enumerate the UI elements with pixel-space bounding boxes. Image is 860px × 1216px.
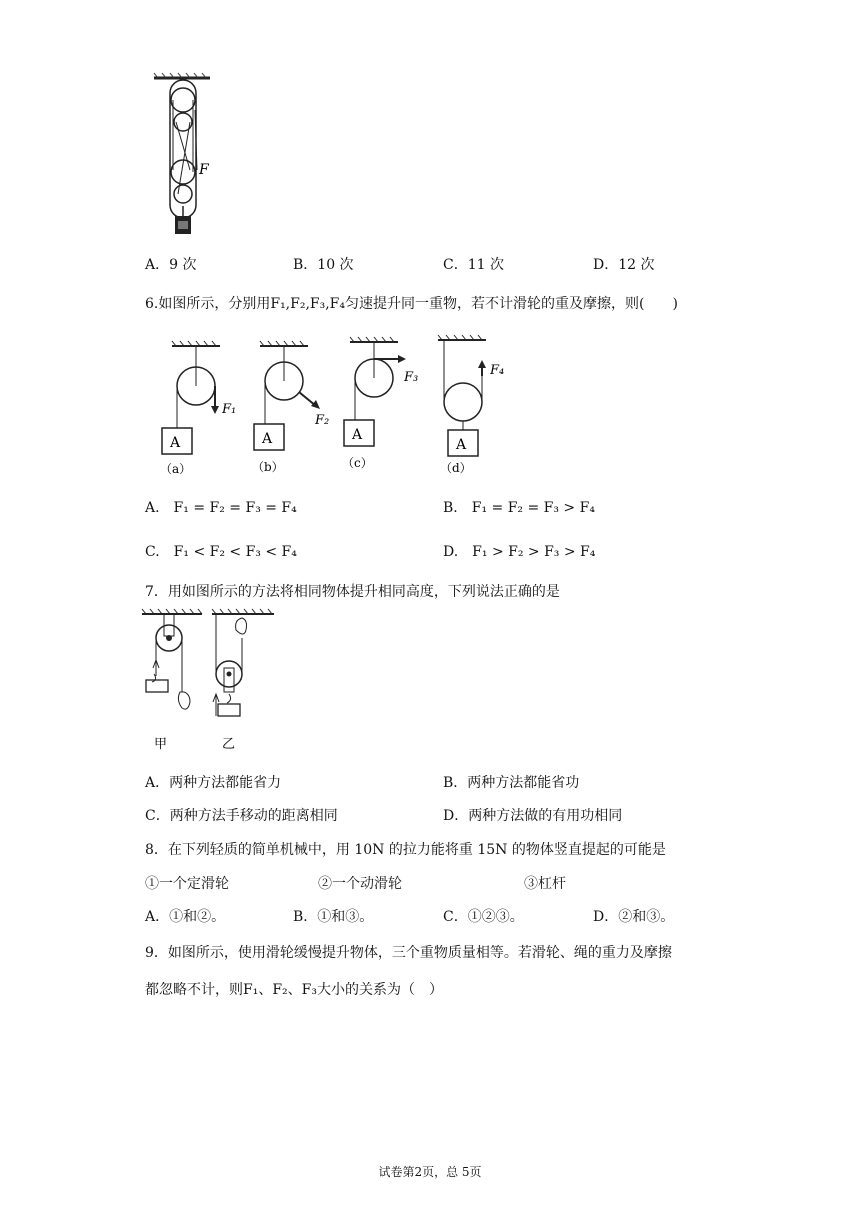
q7-option-a[interactable]: A．两种方法都能省力 (145, 775, 282, 791)
q6-force-a: F₁ (222, 402, 237, 417)
q6-caption-b: （b） (252, 460, 284, 474)
q6-figure-b (252, 341, 329, 474)
q6-force-d: F₄ (490, 363, 505, 378)
q6-figure-c (342, 337, 418, 470)
q6-option-b[interactable]: B. F₁ = F₂ = F₃ > F₄ (443, 500, 595, 516)
q6-force-c: F₃ (404, 370, 419, 385)
q5-option-c[interactable]: C．11 次 (443, 257, 504, 273)
q6-block-d: A (456, 437, 467, 453)
q6-force-b: F₂ (315, 413, 330, 428)
q6-stem: 6.如图所示，分别用F₁,F₂,F₃,F₄匀速提升同一重物，若不计滑轮的重及摩擦，则( ) (145, 296, 678, 312)
q7-option-d[interactable]: D．两种方法做的有用功相同 (443, 808, 623, 824)
q6-caption-c: （c） (342, 456, 373, 470)
q6-block-b: A (262, 431, 273, 447)
q5-option-b[interactable]: B．10 次 (293, 257, 354, 273)
q6-figure-d (438, 335, 504, 475)
q6-caption-a: （a） (160, 462, 192, 476)
q8-item-1: ①一个定滑轮 (145, 876, 229, 892)
q6-figure-a (160, 341, 236, 476)
q5-option-d[interactable]: D．12 次 (593, 257, 655, 273)
q6-figures (150, 334, 530, 479)
q7-caption-jia: 甲 (154, 737, 168, 752)
q9-stem-line2: 都忽略不计，则F₁、F₂、F₃大小的关系为（ ） (145, 982, 443, 998)
q5-force-label: F (199, 162, 209, 178)
q6-caption-d: （d） (440, 461, 472, 475)
q7-option-c[interactable]: C．两种方法手移动的距离相同 (145, 808, 338, 824)
q8-item-3: ③杠杆 (524, 876, 566, 892)
q8-stem: 8．在下列轻质的简单机械中，用 10N 的拉力能将重 15N 的物体竖直提起的可能是 (145, 842, 666, 858)
page-footer: 试卷第2页，总 5页 (378, 1165, 482, 1179)
q7-figures (140, 606, 280, 756)
q6-block-c: A (352, 427, 363, 443)
q5-option-a[interactable]: A．9 次 (145, 257, 197, 273)
q7-caption-yi: 乙 (222, 737, 236, 752)
q9-stem-line1: 9．如图所示，使用滑轮缓慢提升物体，三个重物质量相等。若滑轮、绳的重力及摩擦 (145, 945, 672, 961)
q6-block-a: A (170, 435, 181, 451)
q7-stem: 7．用如图所示的方法将相同物体提升相同高度，下列说法正确的是 (145, 584, 560, 600)
q6-option-c[interactable]: C. F₁ < F₂ < F₃ < F₄ (145, 544, 297, 560)
q8-option-d[interactable]: D．②和③。 (593, 909, 675, 925)
q5-pulley-figure (148, 70, 218, 240)
q6-option-d[interactable]: D. F₁ > F₂ > F₃ > F₄ (443, 544, 596, 560)
q8-option-a[interactable]: A．①和②。 (145, 909, 226, 925)
q8-item-2: ②一个动滑轮 (318, 876, 402, 892)
q8-option-c[interactable]: C．①②③。 (443, 909, 524, 925)
q8-option-b[interactable]: B．①和③。 (293, 909, 374, 925)
q7-option-b[interactable]: B．两种方法都能省功 (443, 775, 580, 791)
q6-option-a[interactable]: A. F₁ = F₂ = F₃ = F₄ (145, 500, 297, 516)
